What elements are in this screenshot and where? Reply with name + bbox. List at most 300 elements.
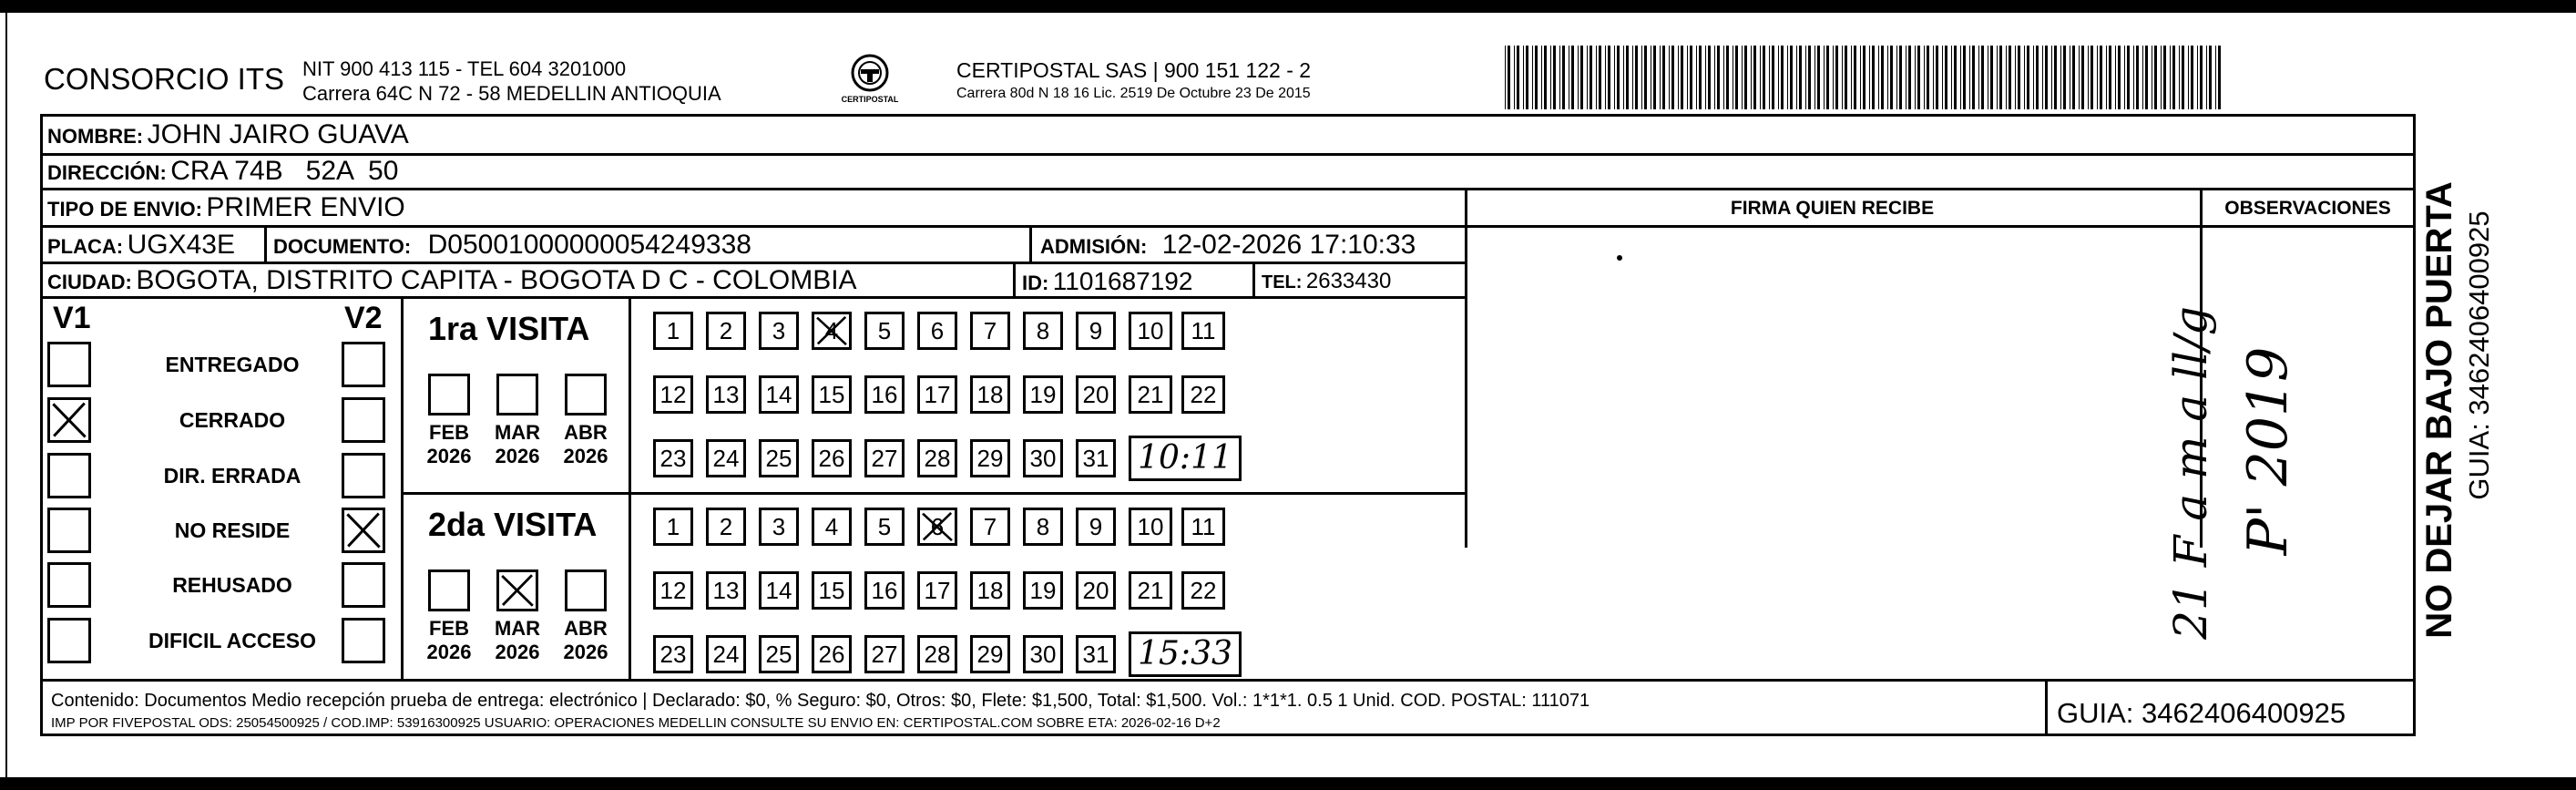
barcode-bar (1751, 46, 1752, 109)
day-checkbox[interactable] (1129, 571, 1172, 610)
day-number: 14 (765, 380, 792, 408)
firma-header: FIRMA QUIEN RECIBE (1730, 198, 1935, 219)
day-checkbox[interactable] (1076, 439, 1116, 477)
barcode-bar (1753, 46, 1756, 109)
day-number: 23 (659, 444, 687, 472)
barcode-bar (2154, 46, 2157, 109)
v1-checkbox[interactable] (47, 453, 91, 498)
barcode-bar (1623, 46, 1624, 109)
barcode-bar (1662, 46, 1665, 109)
day-number: 2 (719, 512, 733, 540)
day-checkbox[interactable] (1076, 508, 1116, 546)
day-checkbox[interactable] (864, 508, 905, 546)
bottom-scan-border (0, 777, 2576, 790)
v1-checkbox[interactable] (47, 618, 91, 663)
barcode-bar (1626, 46, 1629, 109)
ciudad-row (47, 265, 857, 296)
documento-row (273, 230, 751, 261)
admision-label: ADMISIÓN: (1040, 235, 1148, 258)
placa-label: PLACA: (47, 235, 124, 258)
barcode-bar (1960, 46, 1961, 109)
barcode-bar (1999, 46, 2002, 109)
month-checkbox[interactable] (565, 374, 607, 416)
logo-caption: CERTIPOSTAL (841, 95, 899, 104)
barcode-bar (1559, 46, 1560, 109)
x-check-mark (814, 314, 849, 347)
day-checkbox[interactable] (1023, 375, 1063, 414)
day-number: 25 (765, 444, 792, 472)
v2-checkbox[interactable] (342, 562, 385, 608)
month-name: ABR (564, 617, 608, 640)
status-label: ENTREGADO (165, 353, 300, 376)
v2-checkbox[interactable] (342, 342, 385, 387)
barcode-bar (1669, 46, 1670, 109)
day-checkbox[interactable] (653, 375, 693, 414)
barcode-bar (1678, 46, 1679, 109)
day-checkbox[interactable] (653, 439, 693, 477)
day-checkbox[interactable] (759, 312, 799, 350)
month-label (417, 421, 481, 468)
day-checkbox[interactable] (812, 312, 852, 350)
tipo-row (47, 192, 405, 223)
barcode-bar (1763, 46, 1765, 109)
day-checkbox[interactable] (1076, 312, 1116, 350)
ciudad-label: CIUDAD: (47, 271, 132, 293)
day-number: 29 (976, 640, 1004, 668)
barcode-bar (1614, 46, 1615, 109)
day-number: 3 (772, 512, 786, 540)
day-checkbox[interactable] (1129, 312, 1172, 350)
month-name: FEB (429, 617, 469, 640)
day-number: 26 (818, 640, 845, 668)
barcode-bar (1781, 46, 1784, 109)
barcode-bar (2106, 46, 2107, 109)
day-number: 5 (877, 512, 892, 540)
v1-header: V1 (53, 301, 91, 335)
month-year: 2026 (563, 445, 608, 467)
day-number: 11 (1191, 512, 1216, 540)
barcode-bar (1590, 46, 1592, 109)
barcode-bar (1599, 46, 1601, 109)
footer-contenido: Contenido: Documentos Medio recepción prueba de entrega: electrónico | Declarado: $0, % Seguro: $0, Otros: $0, Flete: $1,500, Total: $1,500. Vol.: 1*1*1. 0.5 1 Unid. COD. POSTAL: 111071 (51, 691, 1590, 711)
barcode-bar (2090, 46, 2093, 109)
observaciones-header: OBSERVACIONES (2224, 198, 2391, 219)
barcode-bar (2206, 46, 2207, 109)
barcode-bar (1705, 46, 1706, 109)
barcode-bar (2051, 46, 2052, 109)
v2-checkbox[interactable] (342, 453, 385, 498)
day-checkbox[interactable] (917, 312, 957, 350)
obs-header-line (2200, 225, 2416, 228)
day-number: 5 (877, 316, 892, 344)
day-checkbox[interactable] (1181, 312, 1225, 350)
firma-handwriting: 21 F a m a ll/g (2164, 306, 2217, 640)
day-checkbox[interactable] (706, 508, 746, 546)
visits-left-line (401, 296, 404, 679)
barcode-bar (1887, 46, 1888, 109)
day-checkbox[interactable] (864, 312, 905, 350)
x-check-mark (50, 400, 88, 440)
barcode-bar (2197, 46, 2198, 109)
barcode-bar (1532, 46, 1533, 109)
admision-row (1040, 230, 1416, 261)
day-checkbox[interactable] (706, 375, 746, 414)
month-name: FEB (429, 421, 469, 444)
day-number: 20 (1082, 576, 1109, 604)
barcode-bar (1681, 46, 1683, 109)
day-checkbox[interactable] (759, 439, 799, 477)
day-checkbox[interactable] (970, 571, 1010, 610)
barcode-bar (2054, 46, 2057, 109)
month-checkbox[interactable] (496, 569, 538, 611)
day-checkbox[interactable] (706, 571, 746, 610)
barcode-bar (1933, 46, 1934, 109)
barcode-bar (1936, 46, 1938, 109)
barcode-bar (1963, 46, 1966, 109)
day-checkbox[interactable] (864, 635, 905, 673)
day-number: 10 (1137, 512, 1164, 540)
barcode-bar (1945, 46, 1947, 109)
tipo-value: PRIMER ENVIO (206, 192, 405, 222)
admision-value: 12-02-2026 17:10:33 (1161, 230, 1416, 260)
nombre-row (47, 119, 409, 150)
day-number: 31 (1082, 640, 1109, 668)
day-checkbox[interactable] (1023, 571, 1063, 610)
barcode-bar (1541, 46, 1542, 109)
day-checkbox[interactable] (970, 439, 1010, 477)
day-checkbox[interactable] (917, 508, 957, 546)
day-number: 21 (1137, 380, 1164, 408)
barcode-bar (1769, 46, 1770, 109)
day-checkbox[interactable] (812, 439, 852, 477)
month-checkbox[interactable] (496, 374, 538, 416)
barcode-bar (2072, 46, 2075, 109)
month-name: MAR (494, 617, 541, 640)
barcode-bar (2161, 46, 2162, 109)
day-checkbox[interactable] (864, 439, 905, 477)
barcode-bar (1981, 46, 1984, 109)
barcode-bar (2042, 46, 2043, 109)
barcode-bar (1535, 46, 1538, 109)
day-number: 29 (976, 444, 1004, 472)
barcode-bar (1760, 46, 1761, 109)
day-checkbox[interactable] (970, 635, 1010, 673)
barcode-bar (1580, 46, 1583, 109)
barcode-bar (1696, 46, 1697, 109)
barcode-bar (1508, 46, 1510, 109)
direccion-label: DIRECCIÓN: (47, 161, 167, 184)
barcode-bar (2209, 46, 2212, 109)
barcode-bar (1835, 46, 1838, 109)
day-checkbox[interactable] (1076, 375, 1116, 414)
day-checkbox[interactable] (1129, 508, 1172, 546)
barcode-bar (1644, 46, 1647, 109)
month-year: 2026 (495, 641, 540, 663)
barcode-bar (1635, 46, 1638, 109)
barcode-bar (2097, 46, 2098, 109)
day-number: 17 (924, 380, 951, 408)
barcode-bar (1842, 46, 1843, 109)
day-number: 18 (976, 380, 1004, 408)
barcode-bar (1814, 46, 1815, 109)
left-edge-line (5, 13, 7, 777)
day-checkbox[interactable] (1181, 571, 1225, 610)
barcode-bar (1690, 46, 1692, 109)
barcode-bar (1942, 46, 1943, 109)
barcode-bar (1514, 46, 1515, 109)
ink-dot (1617, 255, 1622, 261)
day-checkbox[interactable] (653, 571, 693, 610)
barcode-bar (2109, 46, 2111, 109)
day-checkbox[interactable] (1076, 635, 1116, 673)
status-label: DIFICIL ACCESO (148, 629, 316, 652)
barcode-bar (1854, 46, 1856, 109)
barcode-bar (1605, 46, 1606, 109)
day-checkbox[interactable] (1023, 635, 1063, 673)
tel-value: 2633430 (1305, 269, 1392, 293)
day-checkbox[interactable] (1023, 508, 1063, 546)
day-checkbox[interactable] (917, 439, 957, 477)
footer-imp: IMP POR FIVEPOSTAL ODS: 25054500925 / COD.IMP: 53916300925 USUARIO: OPERACIONES MEDELLIN CONSULTE SU ENVIO EN: CERTIPOSTAL.COM SOBRE ETA: 2026-02-16 D+2 (51, 715, 1221, 731)
day-checkbox[interactable] (970, 312, 1010, 350)
barcode-bar (2006, 46, 2007, 109)
barcode-bar (2136, 46, 2139, 109)
barcode-bar (1826, 46, 1829, 109)
id-label: ID: (1022, 272, 1049, 294)
day-number: 4 (824, 512, 839, 540)
v1-checkbox[interactable] (47, 342, 91, 387)
day-number: 2 (719, 316, 733, 344)
day-number: 4 (824, 316, 839, 344)
day-number: 24 (712, 640, 740, 668)
barcode-bar (1972, 46, 1975, 109)
x-check-mark (344, 510, 383, 550)
barcode-bar (1917, 46, 1920, 109)
tel-divider (1252, 262, 1255, 296)
day-number: 26 (818, 444, 845, 472)
barcode-bar (1869, 46, 1870, 109)
barcode-bar (2015, 46, 2016, 109)
day-number: 27 (871, 444, 898, 472)
v1-checkbox[interactable] (47, 397, 91, 443)
placa-value: UGX43E (127, 230, 235, 260)
day-checkbox[interactable] (653, 508, 693, 546)
footer-guia: GUIA: 3462406400925 (2057, 697, 2346, 729)
v2-checkbox[interactable] (342, 397, 385, 443)
side-warning-block (2410, 155, 2469, 665)
barcode-bar (2179, 46, 2180, 109)
day-checkbox[interactable] (759, 375, 799, 414)
day-checkbox[interactable] (653, 635, 693, 673)
firma-left-line (1465, 188, 1467, 548)
day-checkbox[interactable] (1076, 571, 1116, 610)
direccion-row (47, 156, 398, 187)
row-line-3 (40, 225, 2416, 228)
day-checkbox[interactable] (812, 571, 852, 610)
admision-divider (1029, 225, 1032, 262)
barcode-bar (1817, 46, 1820, 109)
day-checkbox[interactable] (812, 508, 852, 546)
barcode-bar (2170, 46, 2171, 109)
barcode-bar (2088, 46, 2089, 109)
barcode-bar (2163, 46, 2166, 109)
barcode-bar (2036, 46, 2039, 109)
month-name: MAR (494, 421, 541, 444)
day-number: 6 (930, 512, 945, 540)
barcode-bar (1653, 46, 1656, 109)
day-checkbox[interactable] (864, 375, 905, 414)
day-number: 15 (818, 380, 845, 408)
barcode-bar (1523, 46, 1524, 109)
barcode-bar (1726, 46, 1729, 109)
month-checkbox[interactable] (428, 569, 470, 611)
barcode-bar (1908, 46, 1911, 109)
barcode-bar (2191, 46, 2193, 109)
direccion-value: CRA 74B 52A 50 (170, 156, 399, 186)
v1-checkbox[interactable] (47, 508, 91, 553)
barcode-bar (1951, 46, 1952, 109)
v1-checkbox[interactable] (47, 562, 91, 608)
barcode-bar (2045, 46, 2048, 109)
barcode-bar (1997, 46, 1998, 109)
day-checkbox[interactable] (1023, 439, 1063, 477)
day-number: 16 (871, 380, 898, 408)
tel-label: TEL: (1262, 272, 1303, 292)
barcode-bar (2172, 46, 2175, 109)
top-scan-border (0, 0, 2576, 13)
barcode-bar (1641, 46, 1642, 109)
day-checkbox[interactable] (1023, 312, 1063, 350)
month-checkbox[interactable] (565, 569, 607, 611)
barcode-bar (2200, 46, 2203, 109)
day-checkbox[interactable] (1129, 375, 1172, 414)
barcode-bar (1596, 46, 1597, 109)
day-checkbox[interactable] (917, 635, 957, 673)
barcode-bar (2081, 46, 2084, 109)
documento-value: D05001000000054249338 (427, 230, 751, 260)
day-checkbox[interactable] (864, 571, 905, 610)
day-number: 19 (1029, 380, 1057, 408)
x-check-mark (920, 510, 955, 543)
barcode-bar (1790, 46, 1793, 109)
day-checkbox[interactable] (970, 508, 1010, 546)
day-number: 24 (712, 444, 740, 472)
barcode-bar (2127, 46, 2130, 109)
barcode-bar (2060, 46, 2061, 109)
day-number: 13 (712, 380, 740, 408)
day-number: 1 (666, 316, 680, 344)
day-checkbox[interactable] (1181, 375, 1225, 414)
barcode-bar (1587, 46, 1588, 109)
barcode-bar (2215, 46, 2216, 109)
barcode-bar (1978, 46, 1979, 109)
v2-checkbox[interactable] (342, 618, 385, 663)
barcode-bar (1608, 46, 1610, 109)
barcode-bar (1896, 46, 1897, 109)
day-checkbox[interactable] (1181, 508, 1225, 546)
barcode-bar (2115, 46, 2116, 109)
barcode-bar (1742, 46, 1743, 109)
visits-mid-line (401, 492, 1465, 495)
day-checkbox[interactable] (653, 312, 693, 350)
day-checkbox[interactable] (759, 635, 799, 673)
barcode-bar (1799, 46, 1802, 109)
status-label: NO RESIDE (174, 518, 291, 542)
day-checkbox[interactable] (917, 375, 957, 414)
barcode-bar (1687, 46, 1688, 109)
id-row (1022, 267, 1192, 296)
barcode-bar (1578, 46, 1579, 109)
day-number: 27 (871, 640, 898, 668)
barcode-bar (1562, 46, 1565, 109)
barcode-bar (1808, 46, 1811, 109)
month-name: ABR (564, 421, 608, 444)
barcode-bar (1660, 46, 1661, 109)
barcode-bar (2100, 46, 2102, 109)
day-number: 8 (1036, 316, 1050, 344)
tel-row (1262, 269, 1391, 294)
day-checkbox[interactable] (706, 439, 746, 477)
day-checkbox[interactable] (706, 635, 746, 673)
barcode-bar (2142, 46, 2143, 109)
barcode-bar (1881, 46, 1884, 109)
day-number: 19 (1029, 576, 1057, 604)
v2-checkbox[interactable] (342, 508, 385, 553)
day-checkbox[interactable] (759, 508, 799, 546)
barcode-bar (1632, 46, 1633, 109)
barcode-bar (1787, 46, 1788, 109)
visit-title: 2da VISITA (428, 506, 598, 543)
month-label (486, 421, 549, 468)
footer-guia-divider (2045, 679, 2048, 736)
day-checkbox[interactable] (812, 635, 852, 673)
day-checkbox[interactable] (706, 312, 746, 350)
month-year: 2026 (563, 641, 608, 663)
row-line-2 (40, 188, 2416, 190)
status-label: CERRADO (179, 408, 286, 432)
day-number: 21 (1137, 576, 1164, 604)
barcode-bar (1617, 46, 1620, 109)
month-year: 2026 (426, 641, 472, 663)
visit-time-box[interactable]: 15:33 (1129, 631, 1242, 677)
day-number: 17 (924, 576, 951, 604)
barcode-bar (2024, 46, 2025, 109)
visit-time-box[interactable]: 10:11 (1129, 436, 1242, 481)
id-divider (1013, 262, 1016, 296)
day-number: 3 (772, 316, 786, 344)
day-checkbox[interactable] (970, 375, 1010, 414)
day-checkbox[interactable] (917, 571, 957, 610)
day-checkbox[interactable] (812, 375, 852, 414)
barcode-bar (1778, 46, 1779, 109)
barcode-bar (1990, 46, 1993, 109)
nombre-label: NOMBRE: (47, 125, 144, 148)
side-guia: GUIA: 3462406400925 (2463, 210, 2495, 500)
day-checkbox[interactable] (759, 571, 799, 610)
barcode-bar (1851, 46, 1852, 109)
status-label: DIR. ERRADA (163, 464, 302, 487)
company-name: CONSORCIO ITS (44, 62, 285, 96)
day-number: 6 (930, 316, 945, 344)
barcode-bar (1969, 46, 1970, 109)
day-number: 30 (1029, 444, 1057, 472)
day-number: 25 (765, 640, 792, 668)
visits-day-divider (629, 296, 631, 679)
month-checkbox[interactable] (428, 374, 470, 416)
carrier-address: Carrera 80d N 18 16 Lic. 2519 De Octubre 23 De 2015 (956, 86, 1311, 101)
nombre-value: JOHN JAIRO GUAVA (147, 119, 409, 149)
day-number: 9 (1089, 512, 1103, 540)
